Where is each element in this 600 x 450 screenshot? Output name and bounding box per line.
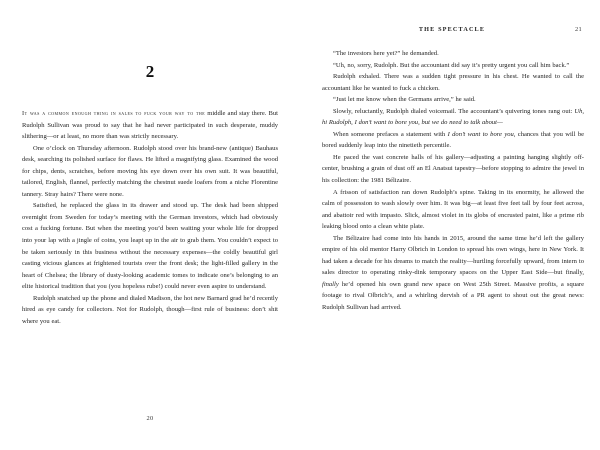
folio-right: 21: [575, 26, 582, 33]
paragraph-text: When someone prefaces a statement with: [333, 130, 448, 138]
paragraph: “Just let me know when the Germans arrive,” he said.: [333, 96, 476, 104]
paragraph: Rudolph exhaled. There was a sudden tight pressure in his chest. He wanted to call the accountant like he wanted to fuck a chicken.: [322, 73, 584, 92]
paragraph: He paced the vast concrete halls of his gallery—adjusting a painting hanging slightly off-center, brushing a grain of dust off an El Anatsui tapestry—before stopping to admire the jewel in his collection: the 1981 Bélizaire.: [322, 153, 584, 185]
running-head: [322, 26, 582, 38]
left-page-body: [22, 108, 278, 327]
paragraph: “Uh, no, sorry, Rudolph. But the accountant did say it’s pretty urgent you call him back.”: [333, 61, 570, 69]
paragraph: [322, 129, 584, 152]
chapter-number: 2: [145, 62, 155, 81]
right-page: [300, 0, 600, 450]
paragraph: “The investors here yet?” he demanded.: [333, 50, 439, 57]
paragraph: [22, 108, 278, 143]
paragraph-text: , chances that you will be bored suddenly leap into the ninetieth percentile.: [322, 130, 585, 150]
paragraph: A frisson of satisfaction ran down Rudolph’s spine. Taking in its enormity, he allowed the calm of possession to wash slowly over him. It was big—at least five feet tall by four feet across, and abattoir red with impasto. Slick, almost violet in its globs of encrusted paint, like a prime rib leaking blood onto a clean white plate.: [322, 188, 584, 231]
folio-left: 20: [146, 415, 154, 422]
paragraph: [322, 233, 584, 314]
running-head-title: THE SPECTACLE: [418, 26, 486, 33]
opening-small-caps: It was a common enough thing in sales to fuck your way to the: [22, 110, 206, 117]
paragraph: Rudolph snatched up the phone and dialed Madison, the hot new Barnard grad he’d recently hired as eye candy for collectors. Not for Rudolph, though—first rule of business: don’t shit where you eat.: [22, 294, 278, 325]
paragraph-text: he’d opened his own grand new space on West 25th Street. Massive profits, a square footage to rival Olbrich’s, and a whirling dervish of a PR agent to shout out the great news: Rudolph Sullivan had arrived.: [322, 280, 584, 312]
paragraph: Satisfied, he replaced the glass in its drawer and stood up. The desk had been shipped overnight from Sweden for today’s meeting with the German investors, which had obviously cost a fucking fortune. But when the meeting you’d been waiting your whole life for dropped into your lap with a jingle of coins, you leapt up in the air to grab them. You couldn’t expect to be taken seriously in this business without the necessary expenses—the coldly beautiful girl casting vicious glances at frightened tourists over the front desk; the light-filled gallery in the heart of Chelsea; the library of dusty-looking academic tomes to indicate one’s belonging to an elite historical tradition that you (you hopeless rube!) could never even aspire to understand.: [22, 202, 278, 291]
paragraph-italic: I don’t want to bore you: [447, 130, 514, 138]
paragraph-italic: Uh, hi Rudolph, I don’t want to bore you, but we do need to talk about—: [322, 107, 584, 127]
paragraph: [322, 106, 584, 129]
right-page-body: [322, 48, 584, 314]
paragraph-text: The Bélizaire had come into his hands in 2015, around the same time he’d left the gallery empire of his old mentor Harry Olbrich in London to spread his own wings, here in New York. It had taken a decade for his dreams to match the reality—hurtling forcefully upward, from intern to sales director to operating rinky-dink temporary spaces on the Upper East Side—but finally,: [322, 234, 584, 277]
paragraph-text: Slowly, reluctantly, Rudolph dialed voicemail. The accountant’s quivering tones rang out:: [333, 107, 575, 115]
paragraph-text: middle and stay there. But Rudolph Sullivan was proud to say that he had never participated in such desperate, muddy slithering—or at least, no more than was strictly necessary.: [22, 110, 279, 141]
paragraph-italic: finally: [322, 280, 339, 288]
paragraph: One o’clock on Thursday afternoon. Rudolph stood over his brand-new (antique) Bauhaus desk, searching its polished surface for flaws. He lifted a magnifying glass. Examined the wood for chips, dents, scratches, before moving his eye down over his own suit. It was beautiful, tailored, English, flannel, perfectly matching the chestnut suede loafers from a niche Florentine tannery. Stray hairs? There were none.: [22, 144, 278, 198]
